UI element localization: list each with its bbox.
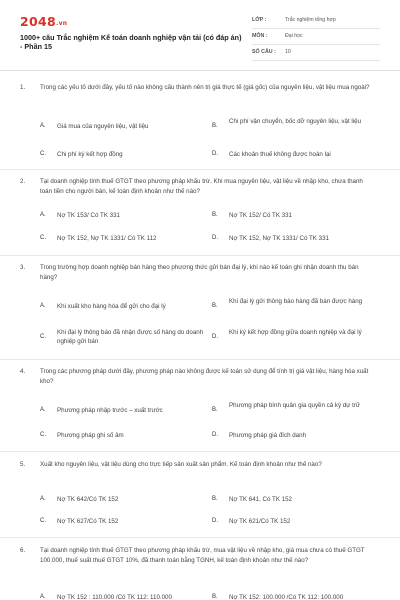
option-text: Nợ TK 153/ Có TK 331 <box>57 212 120 219</box>
option-text: Nợ TK 152: 100.000 /Có TK 112: 100.000 <box>229 594 344 600</box>
question-number: 5. <box>20 461 26 468</box>
option-text: Nợ TK 152, Nợ TK 1331/ Có TK 112 <box>57 235 157 242</box>
option-letter: B. <box>212 407 218 413</box>
option-letter: D. <box>212 432 218 438</box>
option-letter: C. <box>40 151 46 157</box>
header-divider <box>0 70 400 71</box>
option-text: Nợ TK 152 : 110.000 /Có TK 112: 110.000 <box>57 594 172 600</box>
meta-row-count <box>252 45 380 61</box>
option-text: Phương pháp giá đích danh <box>229 432 307 439</box>
option-text: Phương pháp nhập trước – xuất trước <box>57 407 163 414</box>
option-letter: A. <box>40 407 46 413</box>
option-text: Khi đại lý thông báo đã nhận được số hàng do doanh nghiệp gửi bán <box>57 329 204 345</box>
question-number: 3. <box>20 264 26 271</box>
option-text: Chi phí vận chuyển, bốc dỡ nguyên liệu, vật liệu <box>229 118 362 125</box>
option-text: Khi xuất kho hàng hóa để gửi cho đại lý <box>57 303 166 310</box>
question-6 <box>0 538 400 600</box>
option-text: Nợ TK 621/Có TK 152 <box>229 518 291 525</box>
option-text: Phương pháp bình quân gia quyền cả kỳ dự trữ <box>229 402 361 409</box>
meta-key: LỚP : <box>252 17 267 23</box>
option-letter: C. <box>40 518 46 524</box>
question-text: Tại doanh nghiệp tính thuế GTGT theo phương pháp khấu trừ. Khi mua nguyên liệu, vật liệu về nhập kho, chưa thanh toán tiền cho người bán, kế toán định khoản như thế nào? <box>40 178 363 195</box>
option-letter: A. <box>40 212 46 218</box>
question-text: Tại doanh nghiệp tính thuế GTGT theo phương pháp khấu trừ, mua vật liệu về nhập kho, giá mua chưa có thuế GTGT 100.000, thuế suất thuế GTGT 10%, đã thanh toán bằng TGNH, kế toán định khoản như thế nào? <box>40 547 365 564</box>
document-header <box>0 0 400 66</box>
question-1 <box>0 78 400 170</box>
meta-value: Trắc nghiệm tổng hợp <box>285 17 336 23</box>
option-letter: B. <box>212 303 218 309</box>
option-letter: C. <box>40 334 46 340</box>
option-letter: B. <box>212 123 218 129</box>
option-text: Các khoản thuế không được hoàn lại <box>229 151 331 158</box>
option-text: Nợ TK 152, Nợ TK 1331/ Có TK 331 <box>229 235 329 242</box>
option-letter: D. <box>212 334 218 340</box>
option-letter: B. <box>212 594 218 600</box>
logo-text: 2048 <box>20 14 56 29</box>
option-text: Phương pháp ghi số âm <box>57 432 124 439</box>
question-text: Trong các phương pháp dưới đây, phương pháp nào không được kế toán sử dụng để tính trị giá vật liệu, hàng hóa xuất kho? <box>40 368 369 385</box>
option-text: Khi ký kết hợp đồng giữa doanh nghiệp và đại lý <box>229 329 362 336</box>
option-text: Chi phí ký kết hợp đồng <box>57 151 123 158</box>
option-letter: B. <box>212 212 218 218</box>
question-number: 2. <box>20 178 26 185</box>
question-number: 1. <box>20 84 26 91</box>
question-text: Trong trường hợp doanh nghiệp bán hàng theo phương thức gửi bán đại lý, khi nào kế toán ghi nhận doanh thu bán hàng? <box>40 264 359 281</box>
meta-value: 10 <box>285 49 291 55</box>
option-text: Nợ TK 641, Có TK 152 <box>229 496 292 503</box>
option-text: Nợ TK 627/Có TK 152 <box>57 518 119 525</box>
logo-suffix: .vn <box>56 20 68 27</box>
option-letter: A. <box>40 496 46 502</box>
option-letter: C. <box>40 432 46 438</box>
question-text: Xuất kho nguyên liệu, vật liệu dùng cho trực tiếp sản xuất sản phẩm. Kế toán định khoản như thế nào? <box>40 461 322 468</box>
option-letter: D. <box>212 235 218 241</box>
question-4 <box>0 360 400 452</box>
question-text: Trong các yếu tố dưới đây, yếu tố nào không cấu thành nên trị giá thực tế (giá gốc) của nguyên liệu, vật liệu mua ngoài? <box>40 84 370 91</box>
meta-panel <box>252 13 380 61</box>
meta-value: Đại học <box>285 33 303 39</box>
option-letter: B. <box>212 496 218 502</box>
option-letter: D. <box>212 518 218 524</box>
meta-key: MÔN : <box>252 33 268 39</box>
option-text: Khi đại lý gửi thông báo hàng đã bán được hàng <box>229 298 363 305</box>
site-logo[interactable] <box>20 14 67 29</box>
option-letter: A. <box>40 303 46 309</box>
question-number: 4. <box>20 368 26 375</box>
option-letter: C. <box>40 235 46 241</box>
meta-key: SỐ CÂU : <box>252 49 276 55</box>
option-text: Nợ TK 152/ Có TK 331 <box>229 212 292 219</box>
meta-row-class <box>252 13 380 29</box>
meta-row-subject <box>252 29 380 45</box>
question-3 <box>0 256 400 360</box>
option-letter: D. <box>212 151 218 157</box>
question-2 <box>0 170 400 256</box>
option-letter: A. <box>40 123 46 129</box>
question-5 <box>0 452 400 538</box>
document-title: 1000+ câu Trắc nghiệm Kế toán doanh nghiệp vận tải (có đáp án) - Phần 15 <box>20 33 242 51</box>
option-text: Giá mua của nguyên liệu, vật liệu <box>57 123 149 130</box>
question-number: 6. <box>20 547 26 554</box>
option-letter: A. <box>40 594 46 600</box>
option-text: Nợ TK 642/Có TK 152 <box>57 496 119 503</box>
